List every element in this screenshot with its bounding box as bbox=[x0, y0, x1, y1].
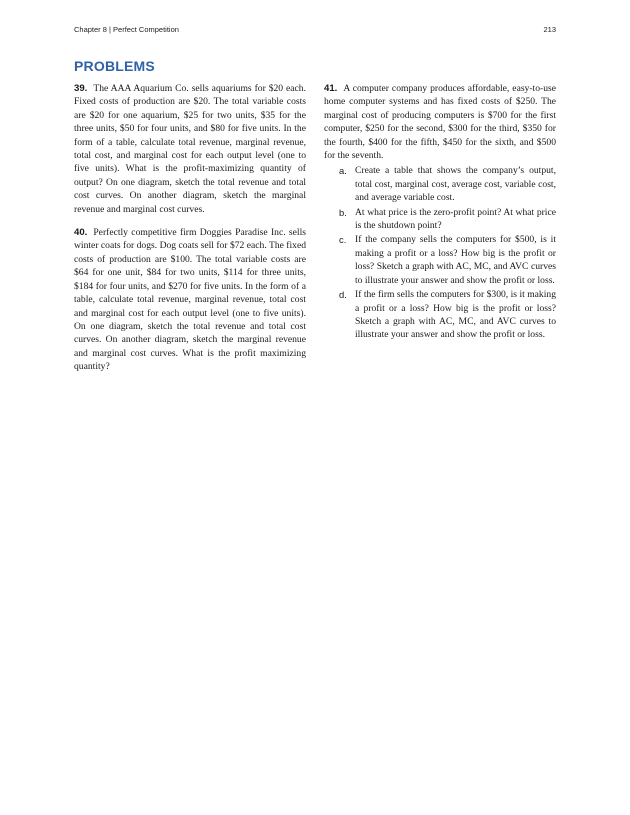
problem-41 bbox=[324, 82, 556, 162]
problem-number: 39. bbox=[74, 83, 88, 94]
subpart-letter: c. bbox=[339, 234, 347, 246]
subpart-text: If the firm sells the computers for $300, is it making a profit or a loss? How big is the profit or loss? Sketch a graph with AC, MC, and AVC curves to illustrate your answer and show the profit or loss. bbox=[355, 289, 556, 341]
subpart-text: Create a table that shows the company’s output, total cost, marginal cost, average cost, variable cost, and average variable cost. bbox=[355, 165, 556, 204]
page-header bbox=[74, 25, 556, 37]
section-title: PROBLEMS bbox=[74, 58, 155, 74]
problem-39 bbox=[74, 82, 306, 216]
subparts-list bbox=[324, 164, 556, 341]
subpart-letter: a. bbox=[339, 165, 347, 177]
subpart-c bbox=[324, 233, 556, 287]
problem-number: 41. bbox=[324, 83, 338, 94]
page-number: 213 bbox=[543, 25, 556, 34]
subpart-text: At what price is the zero-profit point? At what price is the shutdown point? bbox=[355, 206, 556, 232]
chapter-title: Chapter 8 | Perfect Competition bbox=[74, 25, 179, 34]
subpart-letter: b. bbox=[339, 206, 347, 218]
subpart-d bbox=[324, 288, 556, 342]
right-column bbox=[324, 82, 556, 343]
problem-number: 40. bbox=[74, 227, 88, 239]
subpart-b bbox=[324, 206, 556, 233]
subpart-a bbox=[324, 164, 556, 204]
problem-40 bbox=[74, 226, 306, 373]
problem-text: Perfectly competitive firm Doggies Paradise Inc. sells winter coats for dogs. Dog coats sell for $72 each. The fixed costs of production are $100. The total variable costs are $64 for one unit, $84 for two units, $114 for three units, $184 for four units, and $270 for five units. In the form of a table, calculate total revenue, marginal revenue, total cost and marginal cost for each output level (one to five units). On one diagram, sketch the total revenue and total cost curves. On another diagram, sketch the marginal revenue and marginal cost curves. What is the profit maximizing quantity? bbox=[74, 227, 306, 373]
problem-text: The AAA Aquarium Co. sells aquariums for $20 each. Fixed costs of production are $20. The total variable costs are $20 for one aquarium, $25 for two units, $35 for the three units, $50 for four units, and $80 for five units. In the form of a table, calculate total revenue, marginal revenue, total cost, and marginal cost for each output level (one to five units). What is the profit-maximizing quantity of output? On one diagram, sketch the total revenue and total cost curves. On another diagram, sketch the marginal revenue and marginal cost curves. bbox=[74, 83, 306, 215]
subpart-text: If the company sells the computers for $500, is it making a profit or a loss? How big is the profit or loss? Sketch a graph with AC, MC, and AVC curves to illustrate your answer and show the profit or loss. bbox=[355, 234, 556, 286]
left-column bbox=[74, 82, 306, 384]
problem-text: A computer company produces affordable, easy-to-use home computer systems and has fixed costs of $250. The marginal cost of producing computers is $700 for the first computer, $250 for the second, $300 for the third, $350 for the fourth, $400 for the fifth, $450 for the sixth, and $500 for the seventh. bbox=[324, 83, 556, 162]
subpart-letter: d. bbox=[339, 289, 347, 301]
